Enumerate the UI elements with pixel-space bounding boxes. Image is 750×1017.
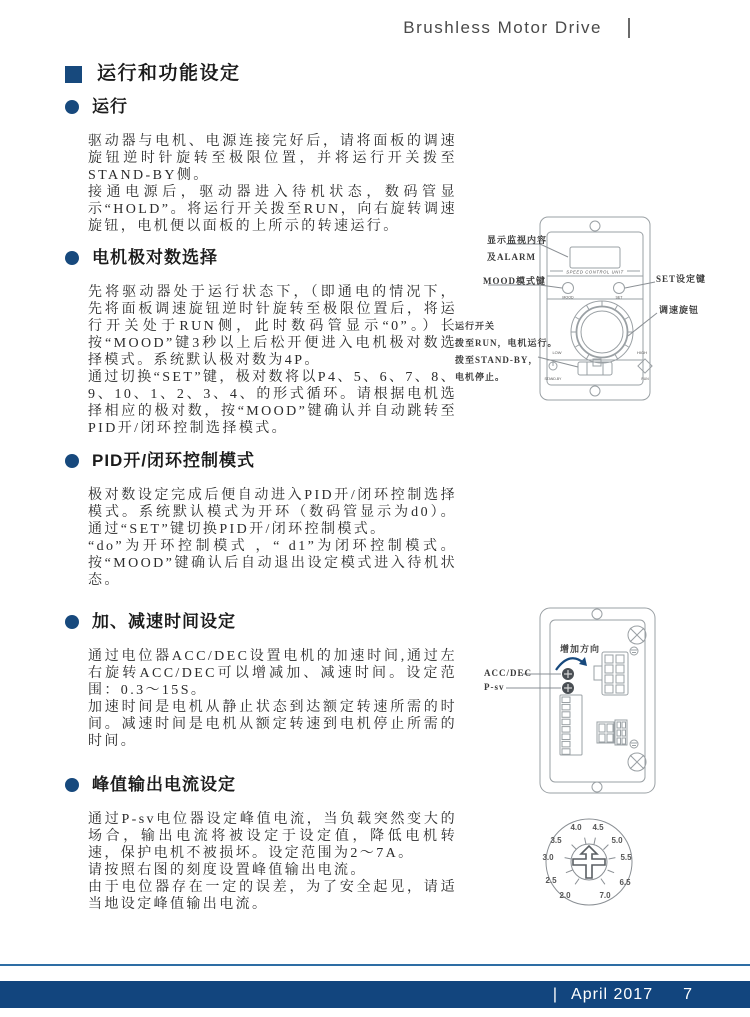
callout-line-switch — [538, 357, 578, 367]
paragraph: 接通电源后，驱动器进入待机状态，数码管显示“HOLD”。将运行开关拨至RUN，向右旋转调速旋钮，电机便以面板的上所示的转速运行。 — [88, 185, 457, 234]
digital-display — [570, 247, 620, 268]
paragraph: 由于电位器存在一定的误差，为了安全起见，请适当地设定峰值输出电流。 — [88, 880, 457, 912]
section-title-row — [65, 246, 457, 270]
footer-date: April 2017 — [571, 985, 654, 1003]
dial-value: 2.0 — [559, 891, 571, 900]
paragraph: 驱动器与电机、电源连接完好后，请将面板的调速旋钮逆时针旋转至极限位置，并将运行开关拨至STAND-BY侧。 — [88, 134, 457, 183]
knob-low-label: LOW — [552, 350, 562, 355]
mood-button — [563, 283, 574, 294]
section-pole-pairs — [65, 246, 457, 437]
section-operation — [65, 62, 457, 235]
circle-bullet-icon — [65, 100, 79, 114]
paragraph: 加速时间是电机从静止状态到达额定转速所需的时间。减速时间是电机从额定转速到电机停止所需的时间。 — [88, 700, 457, 749]
screw-hole-icon — [592, 609, 602, 619]
panel-plate — [540, 217, 650, 400]
display-callout-line1: 显示监视内容 — [487, 235, 548, 245]
main-heading: 运行和功能设定 — [97, 63, 241, 84]
display-callout-line2: 及ALARM — [487, 252, 536, 262]
increase-direction-arrow-icon — [556, 657, 587, 670]
header-divider-bar — [628, 18, 630, 38]
paragraph: 极对数设定完成后便自动进入PID开/闭环控制选择模式。系统默认模式为开环（数码管显示为d0）。通过“SET”键切换PID开/闭环控制模式。 — [88, 488, 457, 537]
front-panel-diagram — [450, 200, 750, 445]
section-title-row — [65, 610, 457, 634]
ground-icon — [630, 647, 638, 655]
switch-callout-line3: 拨至STAND-BY， — [455, 355, 539, 365]
current-dial-diagram — [535, 808, 645, 918]
section-title: 加、减速时间设定 — [92, 612, 236, 631]
footer-separator: | — [552, 985, 558, 1003]
screw-hole-icon — [592, 782, 602, 792]
speed-knob-ring — [577, 307, 628, 358]
circle-bullet-icon — [65, 778, 79, 792]
acc-dec-pot-icon — [562, 668, 574, 680]
dial-value: 5.0 — [611, 836, 623, 845]
section-body — [65, 284, 457, 437]
dial-value: 4.5 — [592, 823, 604, 832]
dial-value: 7.0 — [599, 891, 611, 900]
phillips-screw-icon — [628, 753, 646, 771]
circle-bullet-icon — [65, 454, 79, 468]
set-callout: SET设定键 — [656, 274, 707, 284]
direction-callout: 增加方向 — [560, 644, 601, 654]
dial-drawing — [535, 808, 645, 918]
terminal-strip — [560, 695, 582, 755]
section-title-row — [65, 449, 457, 473]
paragraph: 通过电位器ACC/DEC设置电机的加速时间,通过左右旋转ACC/DEC可以增减加、减速时间。设定范围：0.3～15S。 — [88, 649, 457, 698]
square-bullet-icon — [65, 66, 82, 83]
run-label: RUN — [641, 377, 649, 381]
paragraph: 通过切换“SET”键，极对数将以P4、5、6、7、8、9、10、1、2、3、4、的形式循环。请根据电机选择相应的极对数，按“MOOD”键确认并自动跳转至PID开/闭环控制选择模式。 — [88, 370, 457, 436]
switch-callout-line4: 电机停止。 — [455, 372, 506, 382]
section-title: PID开/闭环控制模式 — [92, 451, 256, 470]
accdec-callout: ACC/DEC — [484, 668, 533, 678]
section-title-row — [65, 773, 457, 797]
section-acc-dec-time — [65, 610, 457, 750]
main-heading-row — [65, 62, 457, 86]
panel-unit-label: SPEED CONTROL UNIT — [566, 269, 624, 275]
dial-cross-arrow-icon — [573, 846, 605, 878]
section-pid-mode — [65, 449, 457, 589]
section-body — [65, 648, 457, 750]
circle-bullet-icon — [65, 251, 79, 265]
dial-value: 6.5 — [619, 878, 631, 887]
connector-block-bottom — [597, 720, 627, 745]
speed-knob-outer — [571, 301, 633, 363]
connector-block-top — [594, 652, 628, 695]
circle-bullet-icon — [65, 615, 79, 629]
knob-high-label: HIGH — [637, 350, 647, 355]
footer-page-number: 7 — [683, 985, 692, 1003]
paragraph: 通过P-sv电位器设定峰值电流，当负载突然变大的场合，输出电流将被设定于设定值，降低电机转速，保护电机不被损坏。设定范围为2～7A。 — [88, 812, 457, 861]
dial-value: 3.0 — [542, 853, 554, 862]
back-panel-diagram — [450, 600, 750, 800]
screw-hole-icon — [590, 386, 600, 396]
section-title: 峰值输出电流设定 — [92, 775, 236, 794]
dial-value: 2.5 — [545, 876, 557, 885]
mood-callout: MOOD模式键 — [483, 276, 546, 286]
section-title: 运行 — [92, 97, 128, 116]
section-peak-current — [65, 773, 457, 913]
paragraph: 请按照右图的刻度设置峰值输出电流。 — [88, 863, 367, 878]
footer-bar — [0, 981, 750, 1008]
phillips-screw-icon — [628, 626, 646, 644]
footer-rule — [0, 964, 750, 966]
section-body — [65, 133, 457, 235]
paragraph: “do”为开环控制模式 ，“ d1”为闭环控制模式。按“MOOD”键确认后自动退出设定模式进入待机状态。 — [88, 539, 457, 588]
switch-callout-line2: 拨至RUN，电机运行。 — [455, 338, 558, 348]
p-sv-pot-icon — [562, 682, 574, 694]
section-title: 电机极对数选择 — [92, 248, 218, 267]
set-button-label: SET — [615, 295, 623, 300]
ground-icon — [630, 740, 638, 748]
switch-callout-line1: 运行开关 — [455, 321, 496, 331]
run-switch — [578, 362, 612, 375]
dial-value: 3.5 — [550, 836, 562, 845]
psv-callout: P-sv — [484, 682, 505, 692]
back-panel-drawing — [450, 600, 750, 800]
dial-value: 5.5 — [620, 853, 632, 862]
standby-label: STAND-BY — [544, 377, 562, 381]
speed-knob-inner — [581, 311, 623, 353]
section-title-row — [65, 95, 457, 119]
set-button — [614, 283, 625, 294]
page-header — [0, 18, 630, 38]
section-body — [65, 487, 457, 589]
header-title: Brushless Motor Drive — [403, 18, 602, 37]
dial-value: 4.0 — [570, 823, 582, 832]
mood-button-label: MOOD — [562, 295, 574, 300]
section-body — [65, 811, 457, 913]
knob-callout: 调速旋钮 — [659, 305, 700, 315]
paragraph: 先将驱动器处于运行状态下，（即通电的情况下，先将面板调速旋钮逆时针旋转至极限位置后，将运行开关处于RUN侧，此时数码管显示“0”。）长按“MOOD”键3秒以上后松开便进入电机极对数选择模式。系统默认极对数为4P。 — [88, 285, 457, 368]
screw-hole-icon — [590, 221, 600, 231]
